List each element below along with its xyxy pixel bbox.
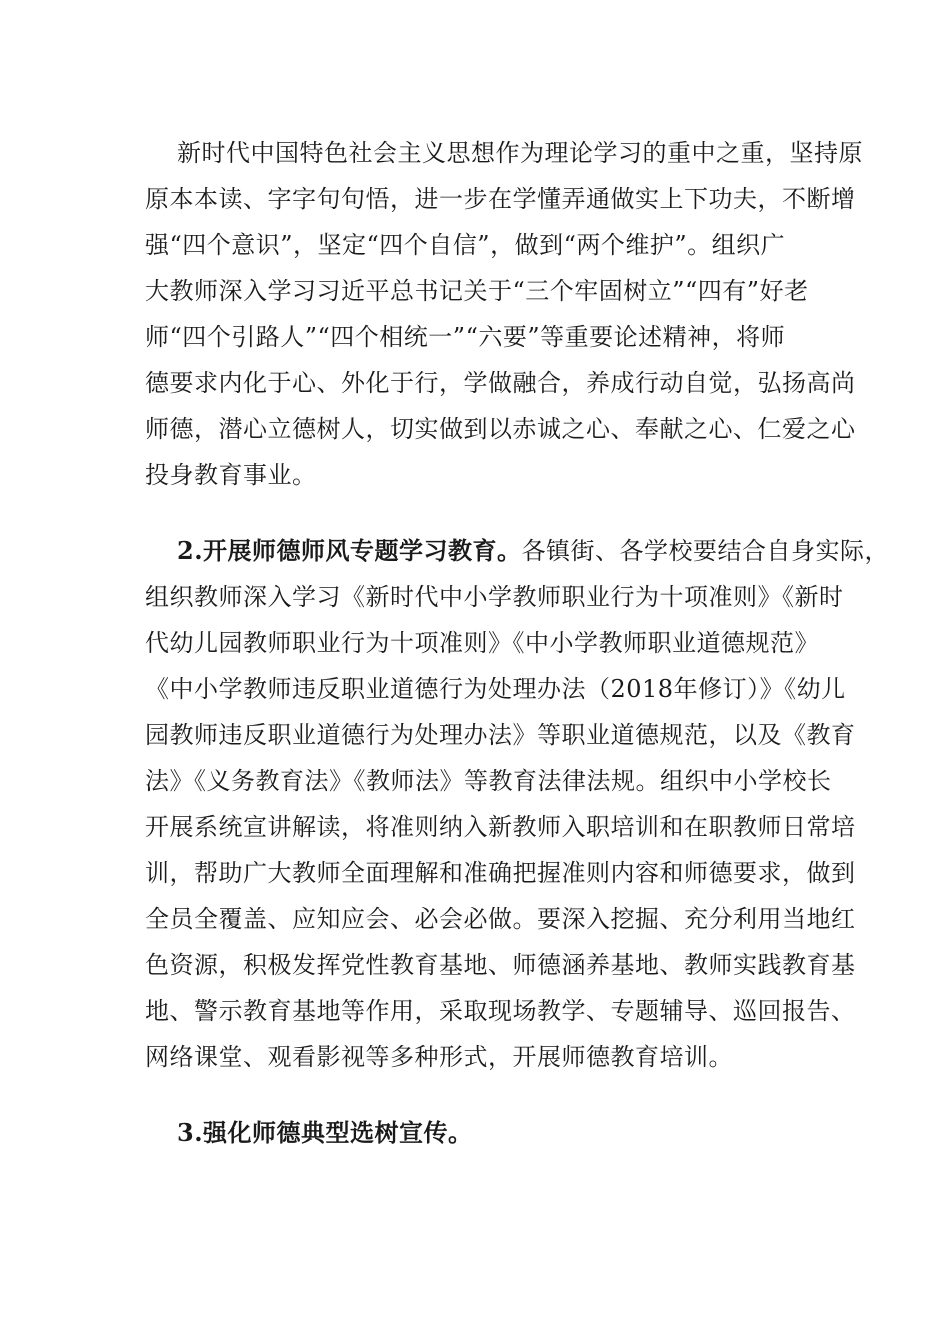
section-2-line-2: 组织教师深入学习《新时代中小学教师职业行为十项准则》《新时 <box>145 583 844 611</box>
section-2-first-line <box>177 536 889 566</box>
section-2-heading: 2.开展师德师风专题学习教育。 <box>177 536 522 565</box>
section-2-line-5: 园教师违反职业道德行为处理办法》等职业道德规范，以及《教育 <box>145 721 856 749</box>
paragraph-1-line-3: 强“四个意识”，坚定“四个自信”，做到“两个维护”。组织广 <box>145 231 786 259</box>
paragraph-1-line-2: 原本本读、字字句句悟，进一步在学懂弄通做实上下功夫，不断增 <box>145 185 856 213</box>
paragraph-1-line-1: 新时代中国特色社会主义思想作为理论学习的重中之重，坚持原 <box>177 139 863 167</box>
section-2-line-8: 训，帮助广大教师全面理解和准确把握准则内容和师德要求，做到 <box>145 859 856 887</box>
section-2-line-7: 开展系统宣讲解读，将准则纳入新教师入职培训和在职教师日常培 <box>145 813 856 841</box>
paragraph-1-line-6: 德要求内化于心、外化于行，学做融合，养成行动自觉，弘扬高尚 <box>145 369 856 397</box>
section-2-line-12: 网络课堂、观看影视等多种形式，开展师德教育培训。 <box>145 1043 733 1071</box>
paragraph-1-line-8: 投身教育事业。 <box>145 461 317 489</box>
section-2-line-3: 代幼儿园教师职业行为十项准则》《中小学教师职业道德规范》 <box>145 629 819 657</box>
section-2-line-10: 色资源，积极发挥党性教育基地、师德涵养基地、教师实践教育基 <box>145 951 856 979</box>
section-2-line-11: 地、警示教育基地等作用，采取现场教学、专题辅导、巡回报告、 <box>145 997 856 1025</box>
section-2-line-4: 《中小学教师违反职业道德行为处理办法（2018年修订）》《幼儿 <box>145 675 846 703</box>
section-2-line-9: 全员全覆盖、应知应会、必会必做。要深入挖掘、充分利用当地红 <box>145 905 856 933</box>
section-2-first-line-text: 各镇街、各学校要结合自身实际， <box>521 537 890 565</box>
paragraph-1-line-4: 大教师深入学习习近平总书记关于“三个牢固树立”“四有”好老 <box>145 277 809 305</box>
paragraph-1-line-5: 师“四个引路人”“四个相统一”“六要”等重要论述精神，将师 <box>145 323 786 351</box>
section-2-line-6: 法》《义务教育法》《教师法》等教育法律法规。组织中小学校长 <box>145 767 832 795</box>
paragraph-1-line-7: 师德，潜心立德树人，切实做到以赤诚之心、奉献之心、仁爱之心 <box>145 415 856 443</box>
section-3-heading: 3.强化师德典型选树宣传。 <box>177 1118 473 1147</box>
